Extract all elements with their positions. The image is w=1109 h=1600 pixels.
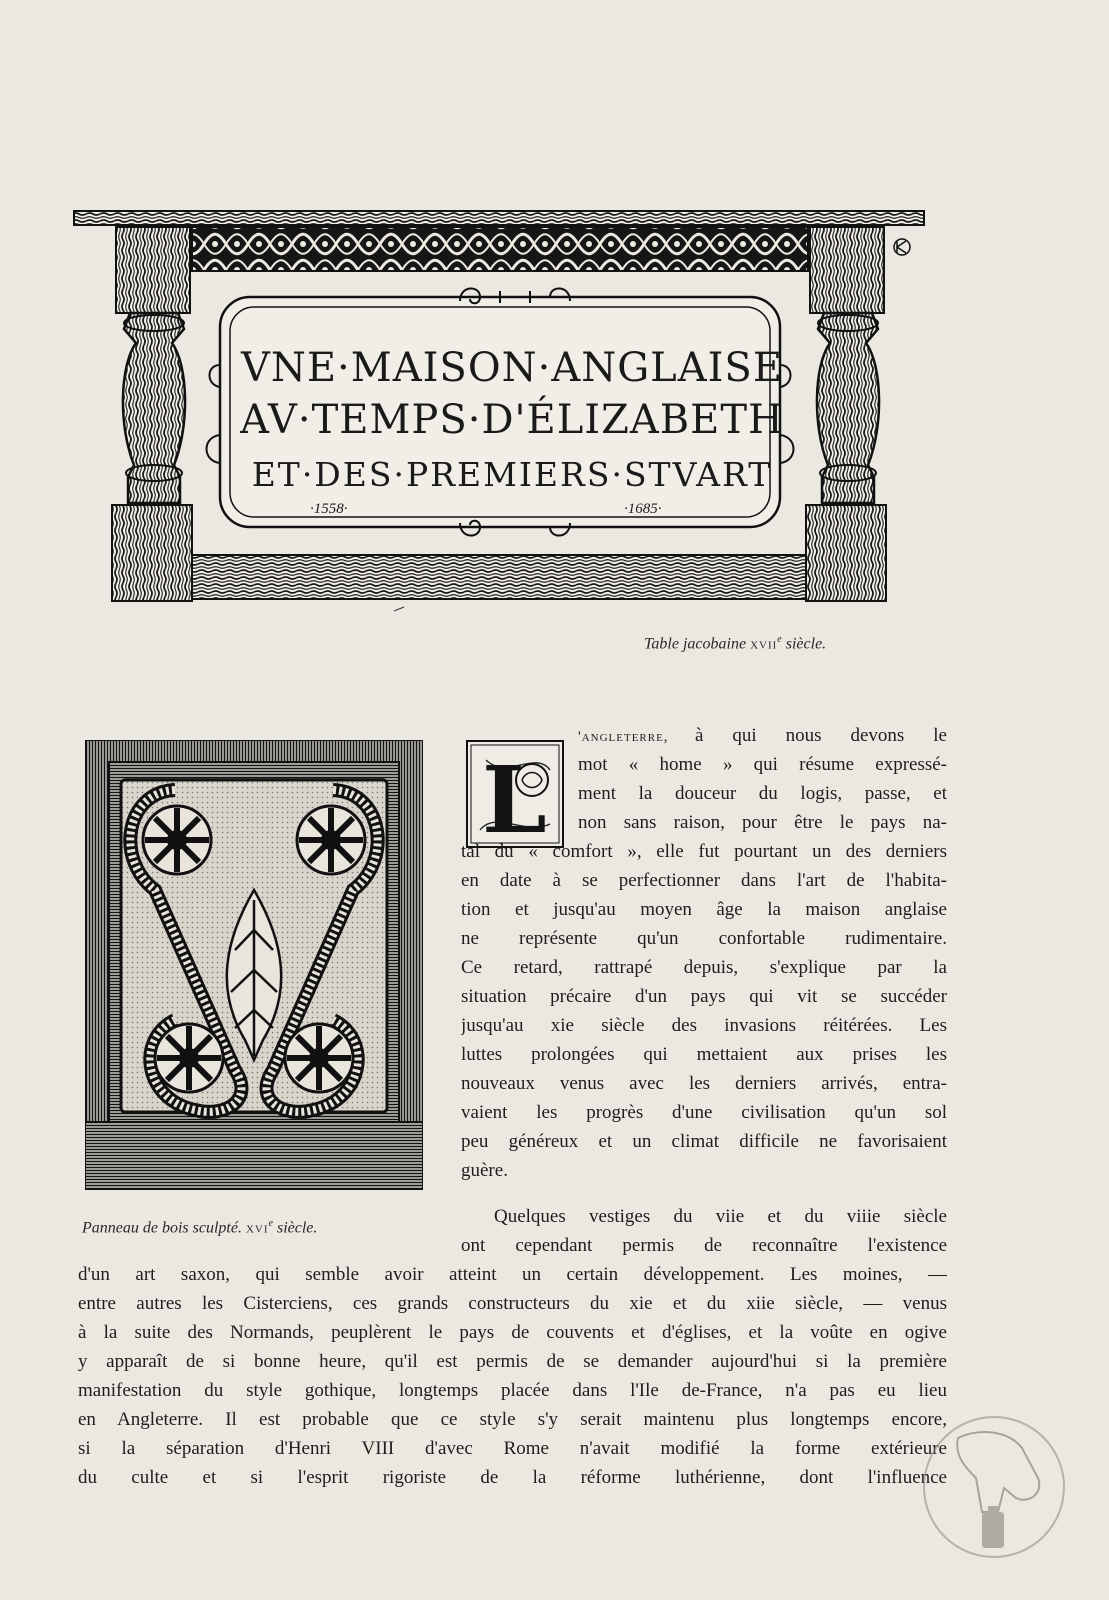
first-word: 'angleterre, [578, 729, 669, 745]
table-caption [644, 634, 826, 653]
text-line: à qui nous devons le [695, 725, 947, 746]
text-line: si la séparation d'Henri VIII d'avec Rome n'avait modifié la forme extérieure [78, 1438, 947, 1459]
carved-panel-drawing [85, 740, 423, 1190]
text-line: ne représente qu'un confortable rudimentaire. [461, 928, 947, 949]
rosette-top-left [143, 806, 211, 874]
table-caption-tail: siècle. [785, 635, 827, 653]
text-line: à la suite des Normands, peuplèrent le pays de couvents et d'églises, et la voûte en ogive [78, 1322, 947, 1343]
date-start-label: ·1558· [310, 501, 348, 517]
drop-cap-ornament [466, 740, 564, 848]
panel-caption-text: Panneau de bois sculpté. [82, 1219, 242, 1237]
text-line: luttes prolongées qui mettaient aux prises les [461, 1044, 947, 1065]
drop-cap-letter: L [482, 746, 547, 848]
title-line-3: ET·DES·PREMIERS·STVART [251, 455, 773, 494]
rosette-top-right [297, 806, 365, 874]
table-caption-text: Table jacobaine [644, 635, 747, 653]
text-line: mot « home » qui résume expressé- [578, 754, 947, 775]
panel-caption-sup: e [268, 1218, 273, 1229]
drop-cap [466, 740, 564, 848]
text-line: tal du « comfort », elle fut pourtant un des derniers [461, 841, 947, 862]
panel-caption-century: xvi [245, 1219, 269, 1237]
panel-caption-tail: siècle. [276, 1219, 318, 1237]
text-line: en Angleterre. Il est probable que ce style s'y serait maintenu plus longtemps encore, [78, 1409, 947, 1430]
hand-with-bottle-stamp-icon [918, 1408, 1070, 1566]
title-line-2: AV·TEMPS·D'ÉLIZABETH [240, 397, 784, 443]
text-line: d'un art saxon, qui semble avoir atteint un certain développement. Les moines, — [78, 1264, 947, 1285]
panel-caption [82, 1218, 317, 1237]
rosette-bottom-right [285, 1024, 353, 1092]
rosette-bottom-left [155, 1024, 223, 1092]
text-line: nouveaux venus avec les derniers arrivés, entra- [461, 1073, 947, 1094]
text-line: Quelques vestiges du viie et du viiie siècle [494, 1206, 947, 1227]
text-line: vaient les progrès d'une civilisation qu'un sol [461, 1102, 947, 1123]
text-line: entre autres les Cisterciens, ces grands constructeurs du xie et du xiie siècle, — venus [78, 1293, 947, 1314]
table-caption-century: xvii [750, 635, 778, 653]
text-line: en date à se perfectionner dans l'art de l'habita- [461, 870, 947, 891]
text-line: situation précaire d'un pays qui vit se succéder [461, 986, 947, 1007]
text-line: y apparaît de si bonne heure, qu'il est permis de se demander aujourd'hui si la première [78, 1351, 947, 1372]
library-stamp-watermark [918, 1408, 1070, 1566]
text-line: guère. [461, 1160, 508, 1181]
title-line-1: VNE·MAISON·ANGLAISE [240, 345, 784, 391]
text-line: du culte et si l'esprit rigoriste de la réforme luthérienne, dont l'influence [78, 1467, 947, 1488]
text-line: non sans raison, pour être le pays na- [578, 812, 947, 833]
text-line: manifestation du style gothique, longtemps placée dans l'Ile de-France, n'a pas eu lieu [78, 1380, 947, 1401]
text-line: tion et jusqu'au moyen âge la maison anglaise [461, 899, 947, 920]
text-line: Ce retard, rattrapé depuis, s'explique par la [461, 957, 947, 978]
text-line: peu généreux et un climat difficile ne favorisaient [461, 1131, 947, 1152]
text-line: jusqu'au xie siècle des invasions réitérées. Les [461, 1015, 947, 1036]
date-end-label: ·1685· [624, 501, 662, 517]
text-line: ont cependant permis de reconnaître l'existence [461, 1235, 947, 1256]
carved-panel-illustration [85, 740, 423, 1190]
table-caption-sup: e [777, 634, 782, 645]
text-line: ment la douceur du logis, passe, et [578, 783, 947, 804]
table-illustration [72, 205, 952, 617]
